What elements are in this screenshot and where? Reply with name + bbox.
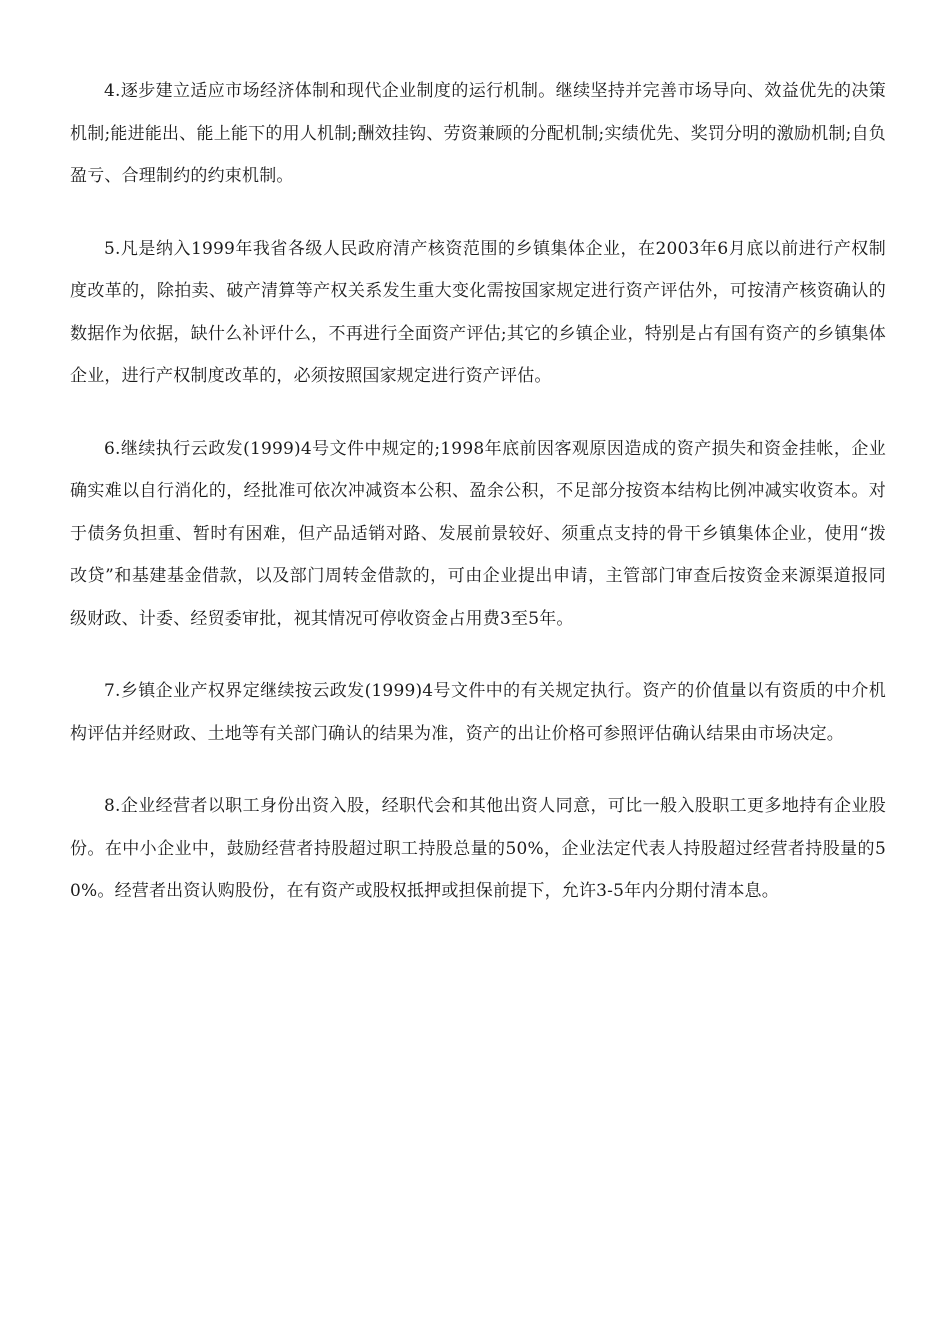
paragraph-item-8: 8.企业经营者以职工身份出资入股，经职代会和其他出资人同意，可比一般入股职工更多地持有企业股份。在中小企业中，鼓励经营者持股超过职工持股总量的50%，企业法定代表人持股超过经营者持股量的50%。经营者出资认购股份，在有资产或股权抵押或担保前提下，允许3-5年内分期付清本息。 xyxy=(70,796,886,901)
paragraph-item-5: 5.凡是纳入1999年我省各级人民政府清产核资范围的乡镇集体企业，在2003年6月底以前进行产权制度改革的，除拍卖、破产清算等产权关系发生重大变化需按国家规定进行资产评估外，可按清产核资确认的数据作为依据，缺什么补评什么，不再进行全面资产评估;其它的乡镇企业，特别是占有国有资产的乡镇集体企业，进行产权制度改革的，必须按照国家规定进行资产评估。 xyxy=(70,238,886,386)
paragraph-item-4: 4.逐步建立适应市场经济体制和现代企业制度的运行机制。继续坚持并完善市场导向、效益优先的决策机制;能进能出、能上能下的用人机制;酬效挂钩、劳资兼顾的分配机制;实绩优先、奖罚分明的激励机制;自负盈亏、合理制约的约束机制。 xyxy=(70,81,886,186)
paragraph-item-6: 6.继续执行云政发(1999)4号文件中规定的;1998年底前因客观原因造成的资产损失和资金挂帐，企业确实难以自行消化的，经批准可依次冲减资本公积、盈余公积，不足部分按资本结构比例冲减实收资本。对于债务负担重、暂时有困难，但产品适销对路、发展前景较好、须重点支持的骨干乡镇集体企业，使用“拨改贷”和基建基金借款，以及部门周转金借款的，可由企业提出申请，主管部门审查后按资金来源渠道报同级财政、计委、经贸委审批，视其情况可停收资金占用费3至5年。 xyxy=(70,438,886,629)
paragraph-item-7: 7.乡镇企业产权界定继续按云政发(1999)4号文件中的有关规定执行。资产的价值量以有资质的中介机构评估并经财政、土地等有关部门确认的结果为准，资产的出让价格可参照评估确认结果由市场决定。 xyxy=(70,681,886,744)
document-body xyxy=(70,70,886,943)
